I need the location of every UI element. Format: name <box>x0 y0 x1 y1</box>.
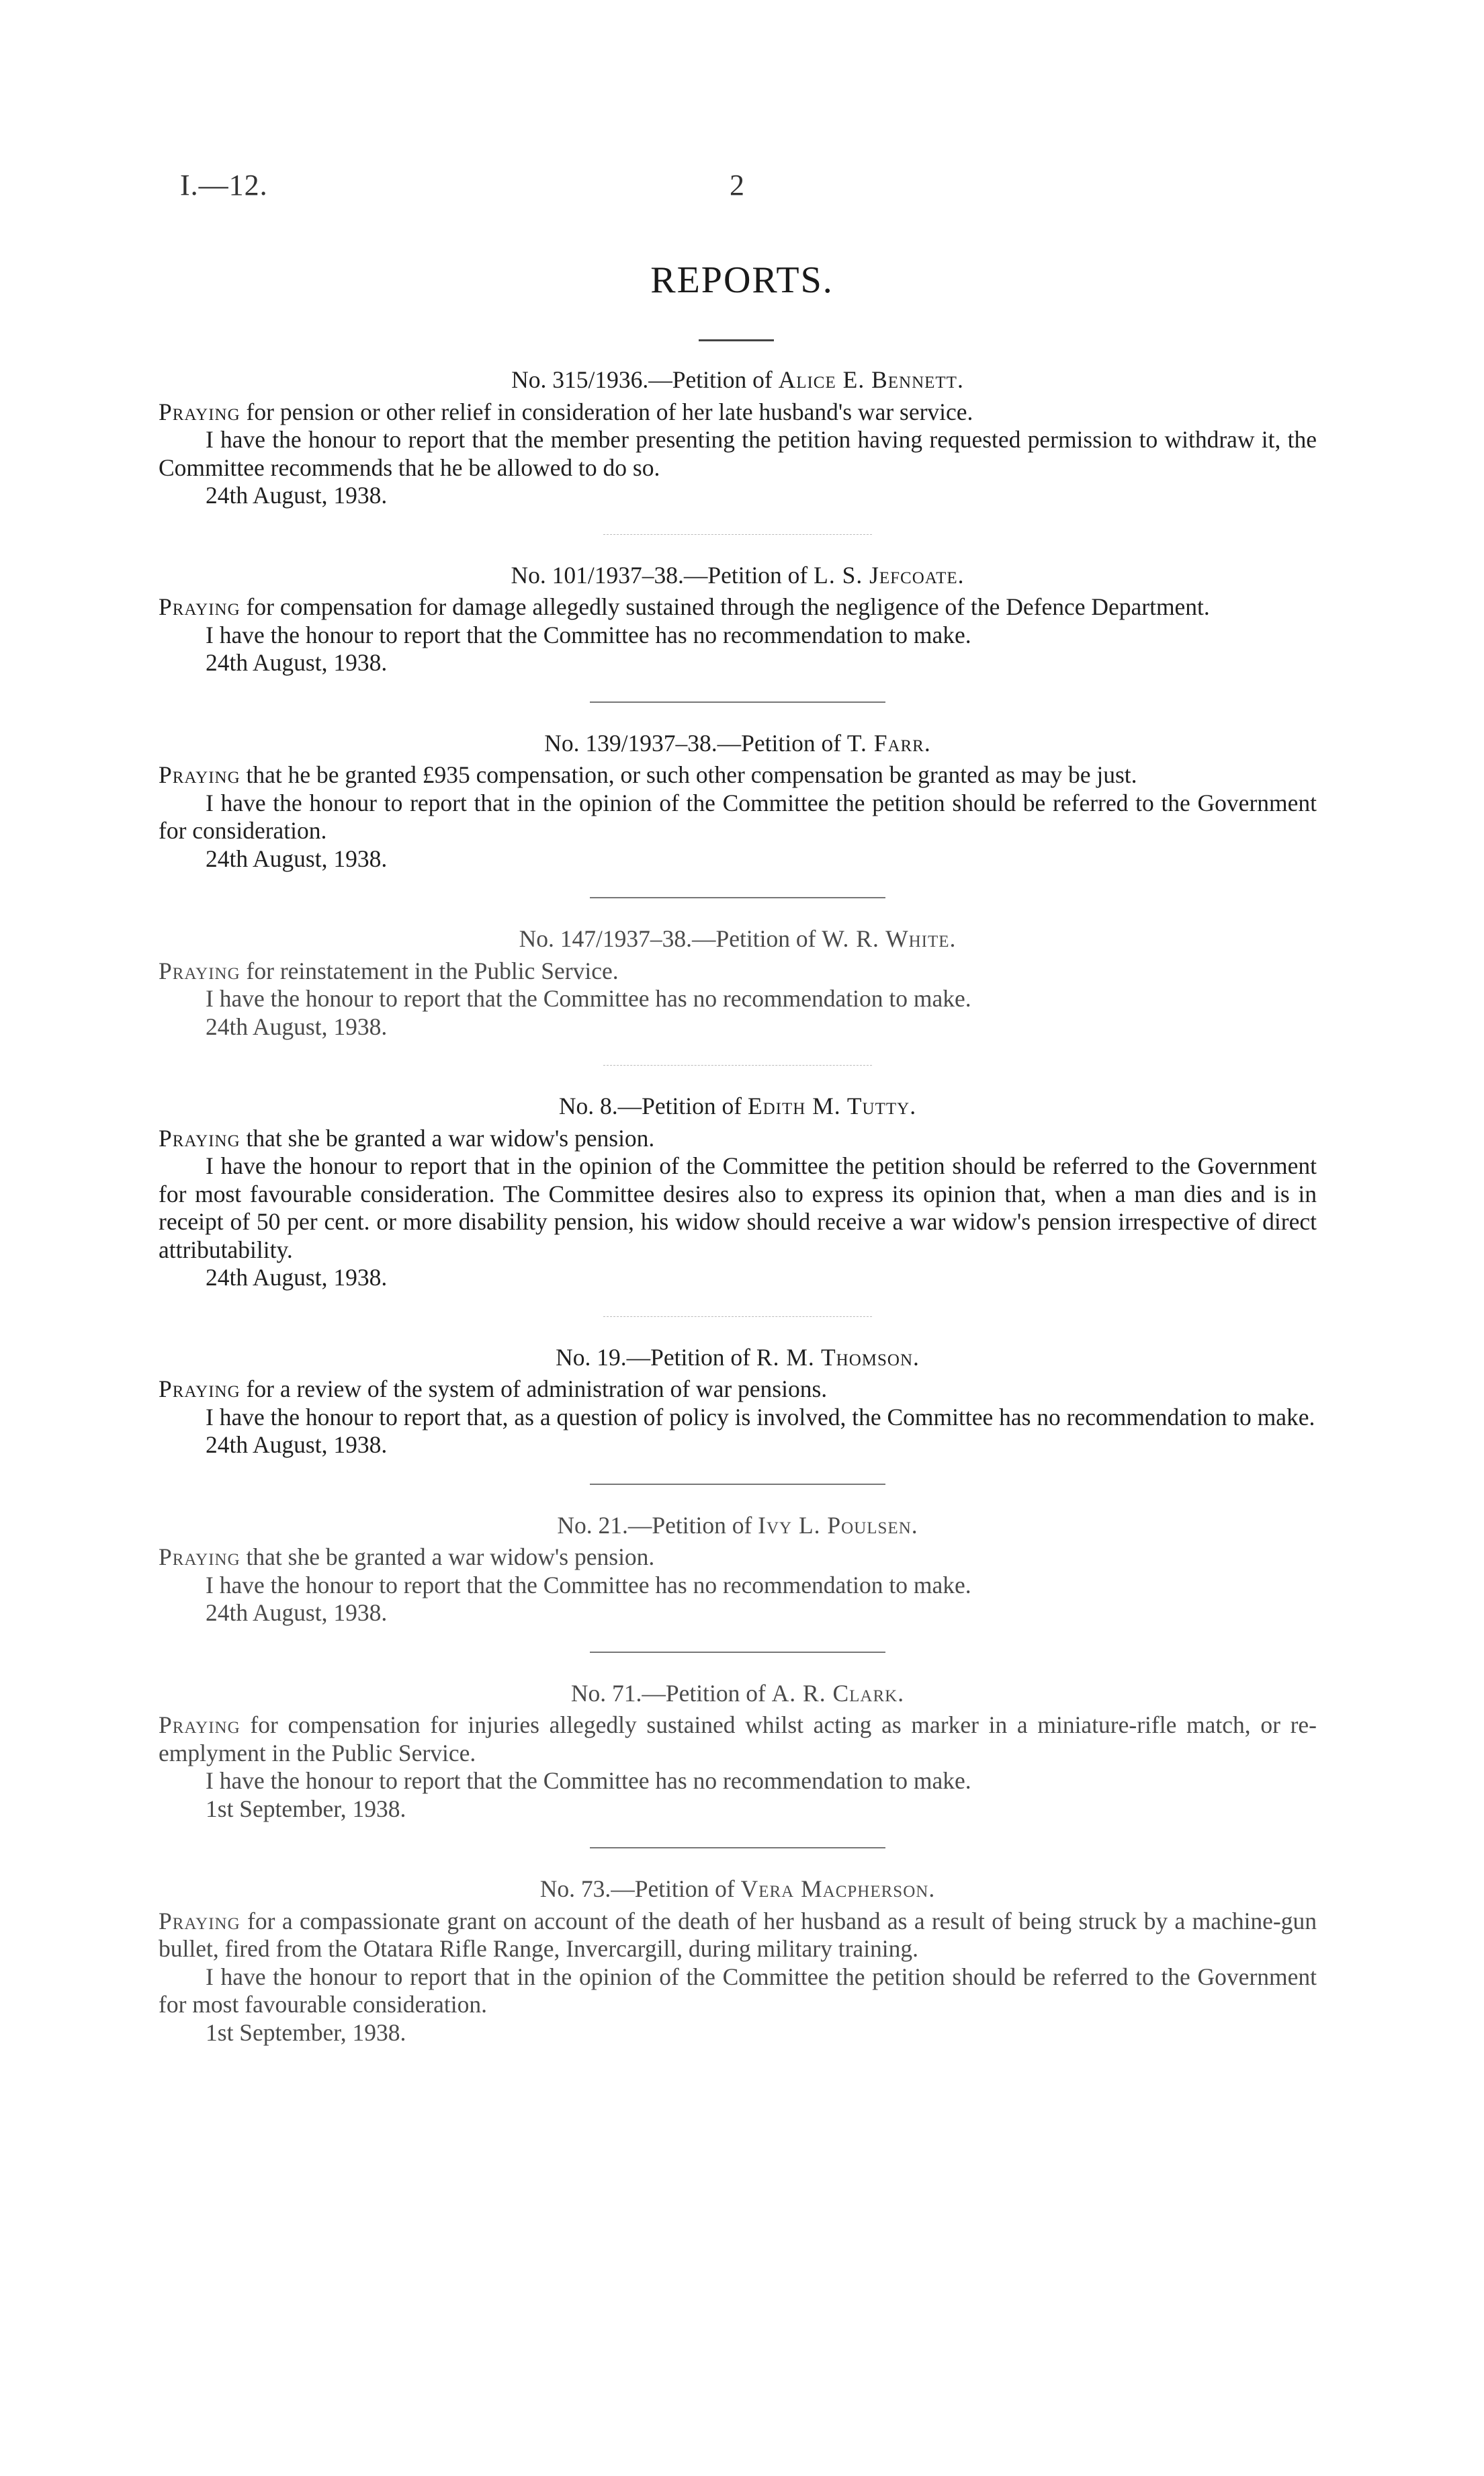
prayer-text: for compensation for damage allegedly sustained through the negligence of the Defence Department. <box>246 593 1210 620</box>
petition-report: I have the honour to report that the member presenting the petition having requested permission to withdraw it, the Committee recommends that he be allowed to do so. <box>159 426 1317 481</box>
separator-rule <box>590 1847 885 1848</box>
prayer-text: for pension or other relief in consideration of her late husband's war service. <box>246 398 973 425</box>
petition-number: No. 139/1937–38.—Petition of <box>544 729 842 757</box>
petitions-list <box>159 366 1317 2047</box>
petition-prayer <box>159 1711 1317 1767</box>
petition-number: No. 71.—Petition of <box>570 1679 766 1707</box>
petition-prayer <box>159 398 1317 427</box>
petition-entry <box>159 1512 1317 1627</box>
prayer-text: for a review of the system of administration of war pensions. <box>246 1375 828 1402</box>
petition-entry <box>159 1680 1317 1824</box>
petitioner-name: W. R. White. <box>822 925 957 952</box>
petition-heading <box>159 1344 1317 1372</box>
petition-prayer <box>159 1125 1317 1153</box>
petition-prayer <box>159 593 1317 622</box>
petition-entry <box>159 1344 1317 1459</box>
praying-label: Praying <box>159 1711 241 1738</box>
separator-rule <box>603 1316 872 1317</box>
praying-label: Praying <box>159 957 241 984</box>
petition-number: No. 19.—Petition of <box>556 1343 751 1371</box>
separator-rule <box>603 534 872 535</box>
petition-report: I have the honour to report that in the opinion of the Committee the petition should be referred to the Government for most favourable consideration. The Committee desires also to express its opinion that, when a man dies and is in receipt of 50 per cent. or more disability pension, his widow should receive a war widow's pension irrespective of direct attributability. <box>159 1152 1317 1263</box>
petition-report: I have the honour to report that in the opinion of the Committee the petition should be referred to the Government for most favourable consideration. <box>159 1963 1317 2018</box>
petition-prayer <box>159 1375 1317 1404</box>
petitioner-name: R. M. Thomson. <box>756 1343 920 1371</box>
petition-heading <box>159 1680 1317 1708</box>
petition-entry <box>159 730 1317 873</box>
petitioner-name: T. Farr. <box>846 729 931 757</box>
separator-rule <box>590 1652 885 1653</box>
petition-report: I have the honour to report that the Committee has no recommendation to make. <box>206 1571 971 1598</box>
petition-date: 24th August, 1938. <box>206 1599 388 1626</box>
petition-date: 24th August, 1938. <box>206 649 388 676</box>
prayer-text: for a compassionate grant on account of the death of her husband as a result of being struck by a machine-gun bullet, fired from the Otatara Rifle Range, Invercargill, during military training. <box>159 1907 1317 1962</box>
petition-prayer <box>159 1908 1317 1963</box>
petition-date: 1st September, 1938. <box>206 1795 406 1822</box>
petition-heading <box>159 562 1317 590</box>
praying-label: Praying <box>159 593 241 620</box>
petition-date: 24th August, 1938. <box>206 482 388 509</box>
petition-entry <box>159 1093 1317 1292</box>
separator-rule <box>603 1065 872 1066</box>
petition-heading <box>159 366 1317 394</box>
page-number: 2 <box>730 169 744 202</box>
petition-number: No. 315/1936.—Petition of <box>511 366 773 393</box>
praying-label: Praying <box>159 761 241 788</box>
petitioner-name: Vera Macpherson. <box>740 1875 936 1902</box>
petitioner-name: A. R. Clark. <box>771 1679 905 1707</box>
praying-label: Praying <box>159 398 241 425</box>
petition-report: I have the honour to report that in the opinion of the Committee the petition should be referred to the Government for consideration. <box>159 789 1317 844</box>
praying-label: Praying <box>159 1124 241 1152</box>
praying-label: Praying <box>159 1375 241 1402</box>
document-reference: I.—12. <box>180 169 268 202</box>
separator-rule <box>590 701 885 703</box>
petition-date: 24th August, 1938. <box>206 1013 388 1040</box>
petition-entry <box>159 366 1317 510</box>
petition-entry <box>159 925 1317 1041</box>
petition-entry <box>159 562 1317 677</box>
petitioner-name: Edith M. Tutty. <box>747 1093 917 1119</box>
petition-date: 24th August, 1938. <box>206 1431 388 1458</box>
petition-heading <box>159 1512 1317 1540</box>
petition-number: No. 147/1937–38.—Petition of <box>519 925 816 952</box>
petition-number: No. 101/1937–38.—Petition of <box>511 561 808 589</box>
petition-date: 24th August, 1938. <box>206 845 388 872</box>
praying-label: Praying <box>159 1543 241 1570</box>
page-title: REPORTS. <box>650 259 834 301</box>
petition-date: 1st September, 1938. <box>206 2018 406 2046</box>
separator-rule <box>590 897 885 898</box>
petition-heading <box>159 1875 1317 1904</box>
petition-heading <box>159 1093 1317 1121</box>
prayer-text: for compensation for injuries allegedly sustained whilst acting as marker in a miniature-rifle match, or re-emplyment in the Public Service. <box>159 1711 1317 1766</box>
petition-report: I have the honour to report that the Committee has no recommendation to make. <box>206 621 971 648</box>
petitioner-name: Alice E. Bennett. <box>778 366 964 393</box>
petition-heading <box>159 925 1317 953</box>
petition-number: No. 21.—Petition of <box>557 1511 752 1539</box>
prayer-text: that she be granted a war widow's pension. <box>246 1543 655 1570</box>
petition-number: No. 73.—Petition of <box>539 1875 735 1902</box>
prayer-text: for reinstatement in the Public Service. <box>246 957 619 984</box>
petition-report: I have the honour to report that the Committee has no recommendation to make. <box>206 1767 971 1794</box>
petition-number: No. 8.—Petition of <box>558 1093 742 1119</box>
petition-prayer <box>159 761 1317 789</box>
praying-label: Praying <box>159 1907 241 1934</box>
petition-report: I have the honour to report that the Committee has no recommendation to make. <box>206 985 971 1012</box>
title-rule <box>699 339 774 341</box>
petition-entry <box>159 1875 1317 2047</box>
petitioner-name: Ivy L. Poulsen. <box>758 1511 918 1539</box>
prayer-text: that he be granted £935 compensation, or such other compensation be granted as may be just. <box>246 761 1137 788</box>
petition-heading <box>159 730 1317 758</box>
petitioner-name: L. S. Jefcoate. <box>814 561 965 589</box>
prayer-text: that she be granted a war widow's pension. <box>246 1124 655 1152</box>
petition-prayer <box>159 1543 1317 1572</box>
separator-rule <box>590 1484 885 1485</box>
petition-report: I have the honour to report that, as a question of policy is involved, the Committee has no recommendation to make. <box>206 1403 1315 1431</box>
petition-date: 24th August, 1938. <box>206 1264 388 1291</box>
petition-prayer <box>159 957 1317 986</box>
